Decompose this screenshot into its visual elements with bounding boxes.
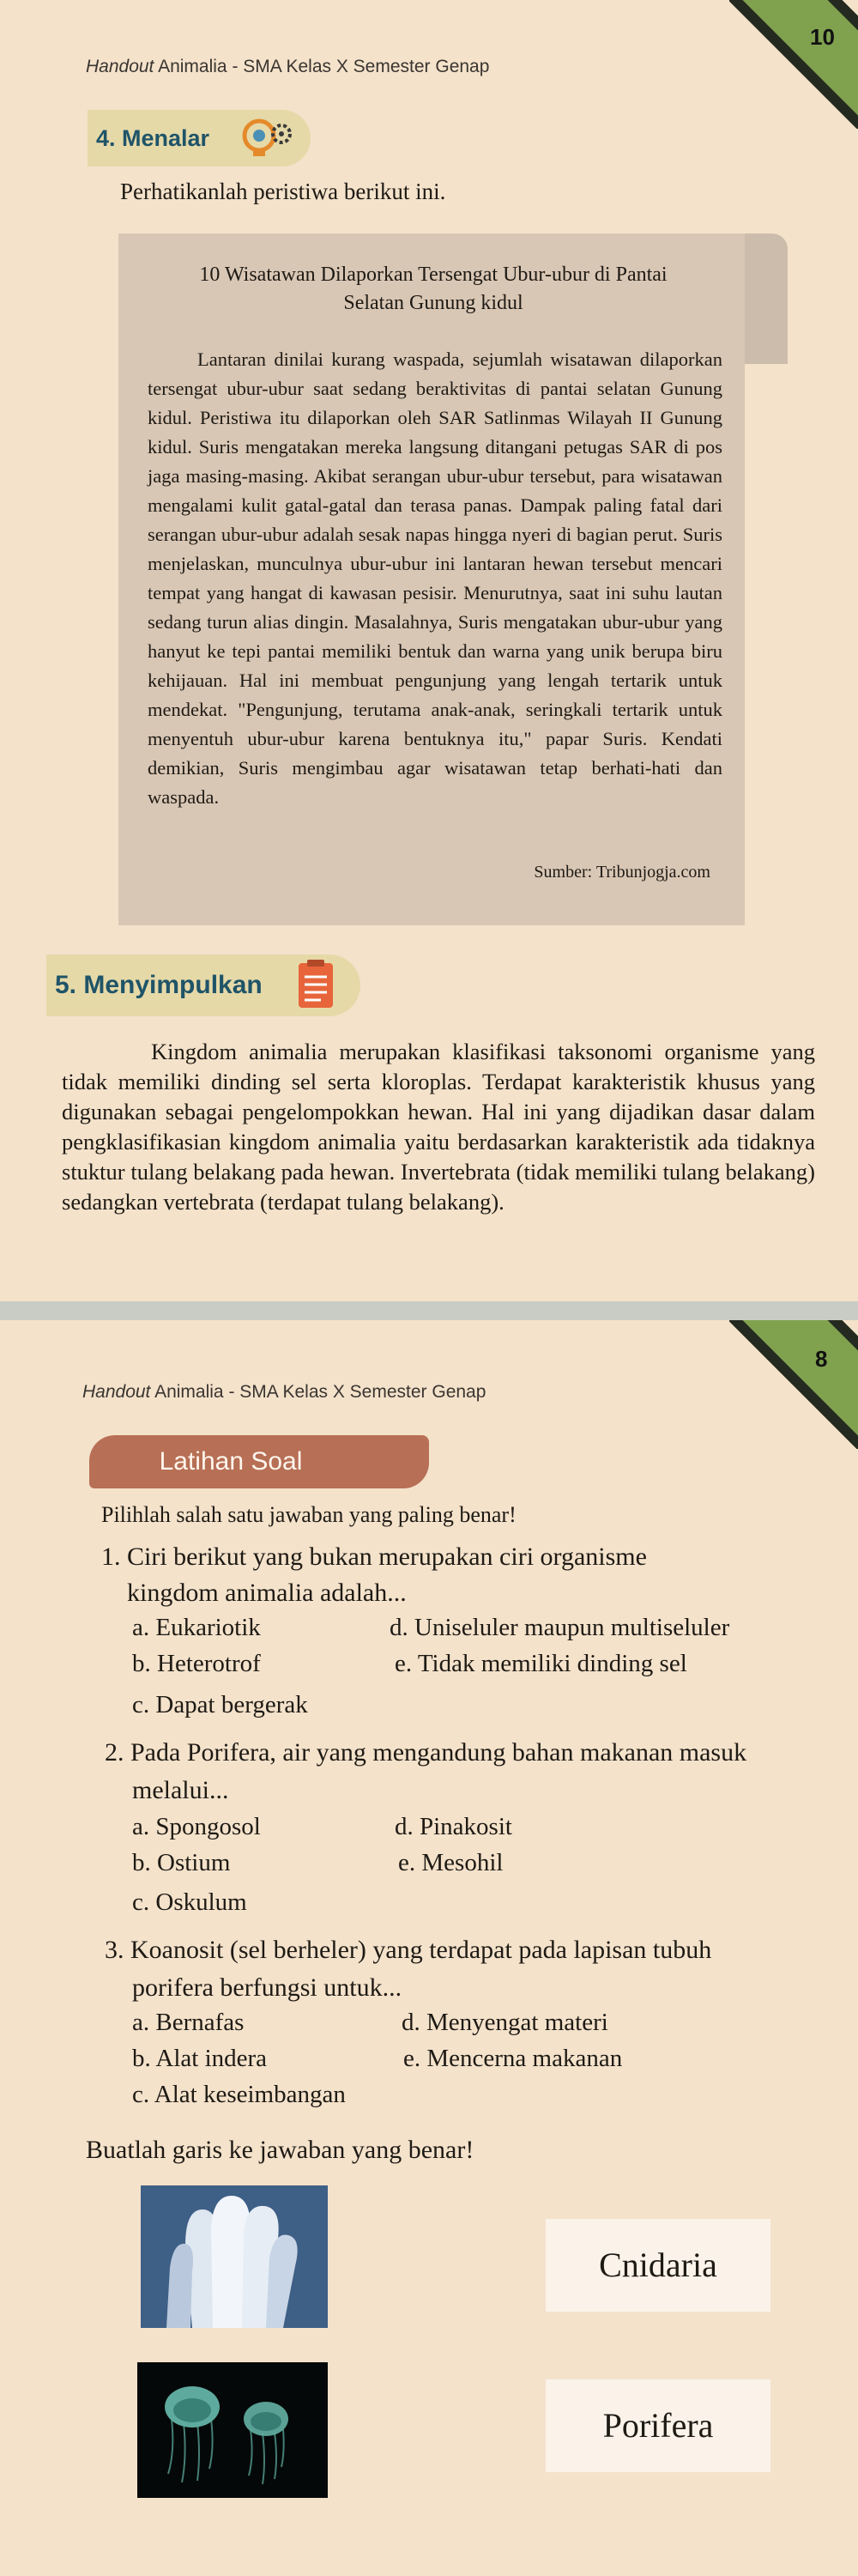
question-2-option-a[interactable]: a. Spongosol (132, 1813, 261, 1840)
notepad-icon (295, 958, 336, 1011)
answer-box-cnidaria[interactable]: Cnidaria (546, 2219, 770, 2312)
jellyfish-image[interactable] (137, 2362, 328, 2498)
question-2-option-d[interactable]: d. Pinakosit (395, 1813, 512, 1840)
handout-header: Handout Animalia - SMA Kelas X Semester Genap (86, 57, 490, 76)
question-3-option-a[interactable]: a. Bernafas (132, 2009, 245, 2036)
question-1-option-d[interactable]: d. Uniseluler maupun multiseluler (390, 1614, 730, 1641)
matching-instruction: Buatlah garis ke jawaban yang benar! (86, 2136, 474, 2164)
exercise-instruction: Pilihlah salah satu jawaban yang paling benar! (101, 1502, 517, 1527)
question-2-option-c[interactable]: c. Oskulum (132, 1888, 247, 1916)
question-1-option-c[interactable]: c. Dapat bergerak (132, 1691, 308, 1718)
conclusion-text: Kingdom animalia merupakan klasifikasi taksonomi organisme yang tidak memiliki dinding sel serta kloroplas. Terdapat karakteristik khusus yang digunakan sebagai pengelompokkan hewan. Hal ini yang dijadikan dasar dalam pengklasifikasian kingdom animalia yaitu berdasarkan karakteristik ada tidaknya stuktur tulang belakang pada hewan. Invertebrata (tidak memiliki tulang belakang) sedangkan vertebrata (terdapat tulang belakang). (62, 1039, 815, 1215)
page-number: 8 (815, 1346, 828, 1372)
news-title: 10 Wisatawan Dilaporkan Tersengat Ubur-ubur di Pantai Selatan Gunung kidul (199, 264, 668, 314)
news-box-curl (745, 233, 788, 364)
page-separator (0, 1301, 858, 1320)
question-2-option-b[interactable]: b. Ostium (132, 1849, 231, 1876)
page-corner-badge (729, 0, 858, 129)
page-number: 10 (810, 24, 835, 50)
question-2-line-1: 2. Pada Porifera, air yang mengandung bahan makanan masuk (105, 1738, 747, 1767)
section-menalar-tag: 4. Menalar (88, 110, 311, 167)
page-corner-badge (729, 1320, 858, 1449)
news-source: Sumber: Tribunjogja.com (534, 863, 710, 882)
question-1-line-1: 1. Ciri berikut yang bukan merupakan ciri organisme (101, 1543, 647, 1571)
question-3-option-c[interactable]: c. Alat keseimbangan (132, 2081, 346, 2108)
news-body: Lantaran dinilai kurang waspada, sejumlah wisatawan dilaporkan tersengat ubur-ubur saat sedang beraktivitas di pantai selatan Gunung kidul. Peristiwa itu dilaporkan oleh SAR Satlinmas Wilayah II Gunung kidul. Suris mengatakan mereka langsung ditangani petugas SAR di pos jaga masing-masing. Akibat serangan ubur-ubur tersebut, para wisatawan mengalami kulit gatal-gatal dan terasa panas. Dampak paling fatal dari serangan ubur-ubur adalah sesak napas hingga nyeri di bagian perut. Suris menjelaskan, munculnya ubur-ubur ini lantaran hewan tersebut mencari tempat yang hangat di kawasan pesisir. Menurutnya, saat ini suhu lautan sedang turun alias dingin. Masalahnya, Suris mengatakan ubur-ubur yang hanyut ke tepi pantai memiliki bentuk dan warna yang unik berupa biru kehijauan. Hal ini membuat pengunjung yang lengah tertarik untuk mendekat. "Pengunjung, terutama anak-anak, seringkali tertarik untuk menyentuh ubur-ubur karena bentuknya itu," papar Suris. Kendati demikian, Suris mengimbau agar wisatawan tetap berhati-hati dan waspada. (148, 349, 722, 808)
question-3-line-2: porifera berfungsi untuk... (132, 1973, 402, 2002)
question-3-line-1: 3. Koanosit (sel berheler) yang terdapat pada lapisan tubuh (105, 1936, 712, 1964)
question-1-option-b[interactable]: b. Heterotrof (132, 1650, 261, 1677)
question-2-line-2: melalui... (132, 1776, 229, 1804)
question-3-option-b[interactable]: b. Alat indera (132, 2045, 268, 2072)
intro-text: Perhatikanlah peristiwa berikut ini. (120, 179, 446, 204)
handout-header: Handout Animalia - SMA Kelas X Semester Genap (82, 1382, 486, 1402)
lightbulb-gears-icon (239, 113, 299, 161)
question-1-line-2: kingdom animalia adalah... (127, 1579, 407, 1607)
answer-box-porifera[interactable]: Porifera (546, 2379, 770, 2472)
question-3-option-e[interactable]: e. Mencerna makanan (403, 2045, 623, 2072)
question-1-option-a[interactable]: a. Eukariotik (132, 1614, 261, 1641)
question-1-option-e[interactable]: e. Tidak memiliki dinding sel (395, 1650, 687, 1677)
latihan-soal-label: Latihan Soal (159, 1447, 303, 1476)
sponge-image[interactable] (141, 2185, 328, 2328)
question-3-option-d[interactable]: d. Menyengat materi (402, 2009, 608, 2036)
section-menyimpulkan-tag: 5. Menyimpulkan (46, 955, 360, 1016)
question-2-option-e[interactable]: e. Mesohil (398, 1849, 504, 1876)
